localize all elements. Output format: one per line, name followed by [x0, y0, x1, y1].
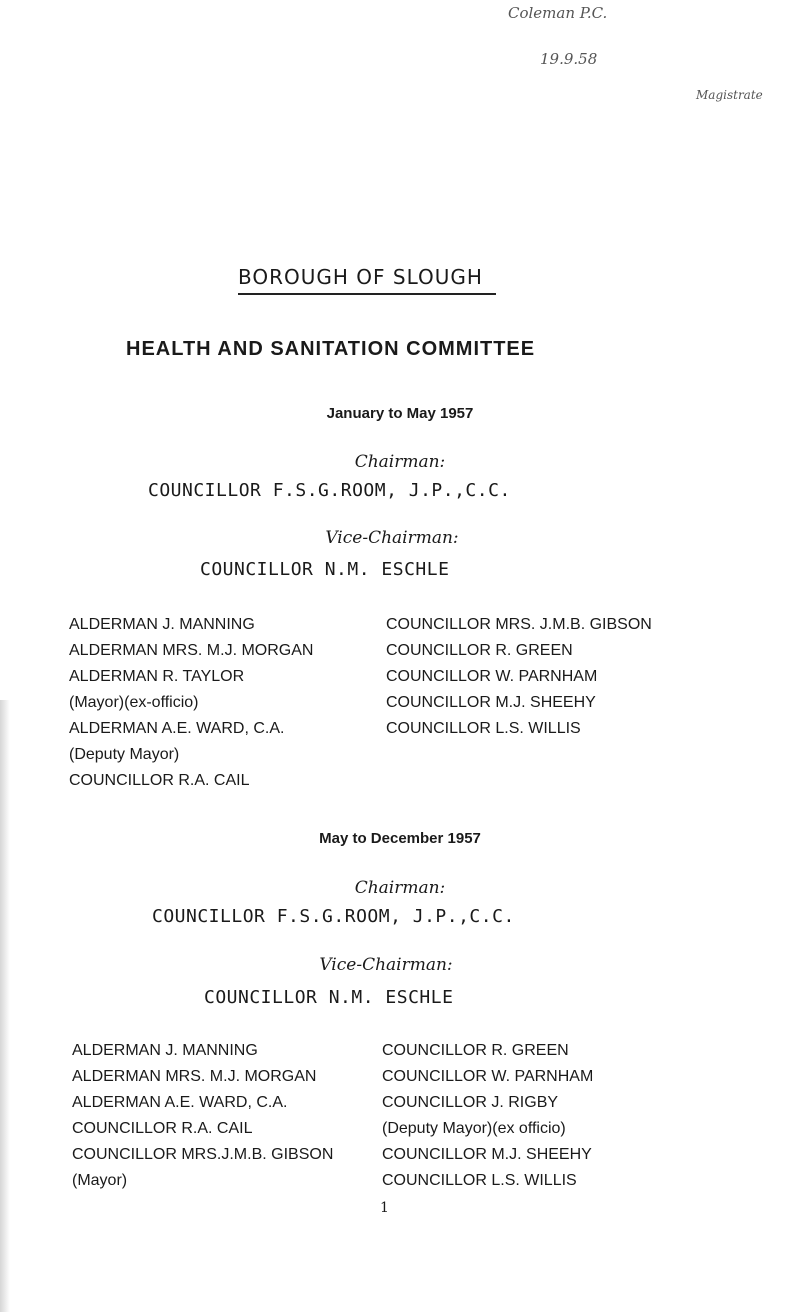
period-1-members-left [69, 612, 313, 794]
period-2-vice-chairman-label: Vice-Chairman: [319, 955, 453, 975]
period-2-chairman-label: Chairman: [354, 878, 446, 898]
page-number: 1 [380, 1200, 389, 1216]
handwritten-note-top: Coleman P.C. [508, 4, 608, 22]
period-2-members-right [382, 1038, 593, 1194]
member: COUNCILLOR M.J. SHEEHY [382, 1146, 592, 1163]
period-2-label: May to December 1957 [319, 830, 481, 847]
member: COUNCILLOR R.A. CAIL [72, 1120, 253, 1137]
member: COUNCILLOR L.S. WILLIS [382, 1172, 577, 1189]
scan-edge-shadow [0, 700, 10, 1312]
period-2-vice-chairman: COUNCILLOR N.M. ESCHLE [204, 987, 454, 1008]
member: (Deputy Mayor)(ex officio) [382, 1120, 566, 1137]
member: COUNCILLOR R. GREEN [382, 1042, 569, 1059]
period-2-chairman: COUNCILLOR F.S.G.ROOM, J.P.,C.C. [152, 906, 515, 927]
handwritten-date: 19.9.58 [540, 50, 598, 68]
borough-title: BOROUGH OF SLOUGH [238, 265, 483, 289]
title-underline [238, 293, 496, 295]
period-1-vice-chairman: COUNCILLOR N.M. ESCHLE [200, 559, 450, 580]
period-2-members-left [72, 1038, 333, 1194]
period-1-chairman-label: Chairman: [354, 452, 446, 472]
period-1-label: January to May 1957 [326, 405, 474, 422]
member: ALDERMAN R. TAYLOR [69, 668, 245, 685]
member: (Deputy Mayor) [69, 746, 180, 763]
member: ALDERMAN J. MANNING [72, 1042, 258, 1059]
member: ALDERMAN MRS. M.J. MORGAN [69, 642, 314, 659]
member: ALDERMAN MRS. M.J. MORGAN [72, 1068, 317, 1085]
member: COUNCILLOR R. GREEN [386, 642, 573, 659]
period-1-members-right [386, 612, 652, 742]
member: COUNCILLOR MRS.J.M.B. GIBSON [72, 1146, 334, 1163]
member: COUNCILLOR W. PARNHAM [382, 1068, 594, 1085]
member: COUNCILLOR W. PARNHAM [386, 668, 598, 685]
period-1-chairman: COUNCILLOR F.S.G.ROOM, J.P.,C.C. [148, 480, 511, 501]
member: COUNCILLOR R.A. CAIL [69, 772, 250, 789]
member: ALDERMAN A.E. WARD, C.A. [72, 1094, 288, 1111]
committee-title: HEALTH AND SANITATION COMMITTEE [126, 338, 536, 360]
member: COUNCILLOR M.J. SHEEHY [386, 694, 596, 711]
handwritten-note-side: Magistrate [696, 88, 763, 102]
period-1-vice-chairman-label: Vice-Chairman: [325, 528, 459, 548]
member: (Mayor) [72, 1172, 128, 1189]
member: ALDERMAN A.E. WARD, C.A. [69, 720, 285, 737]
member: (Mayor)(ex-officio) [69, 694, 199, 711]
member: COUNCILLOR L.S. WILLIS [386, 720, 581, 737]
member: ALDERMAN J. MANNING [69, 616, 255, 633]
member: COUNCILLOR MRS. J.M.B. GIBSON [386, 616, 652, 633]
member: COUNCILLOR J. RIGBY [382, 1094, 559, 1111]
